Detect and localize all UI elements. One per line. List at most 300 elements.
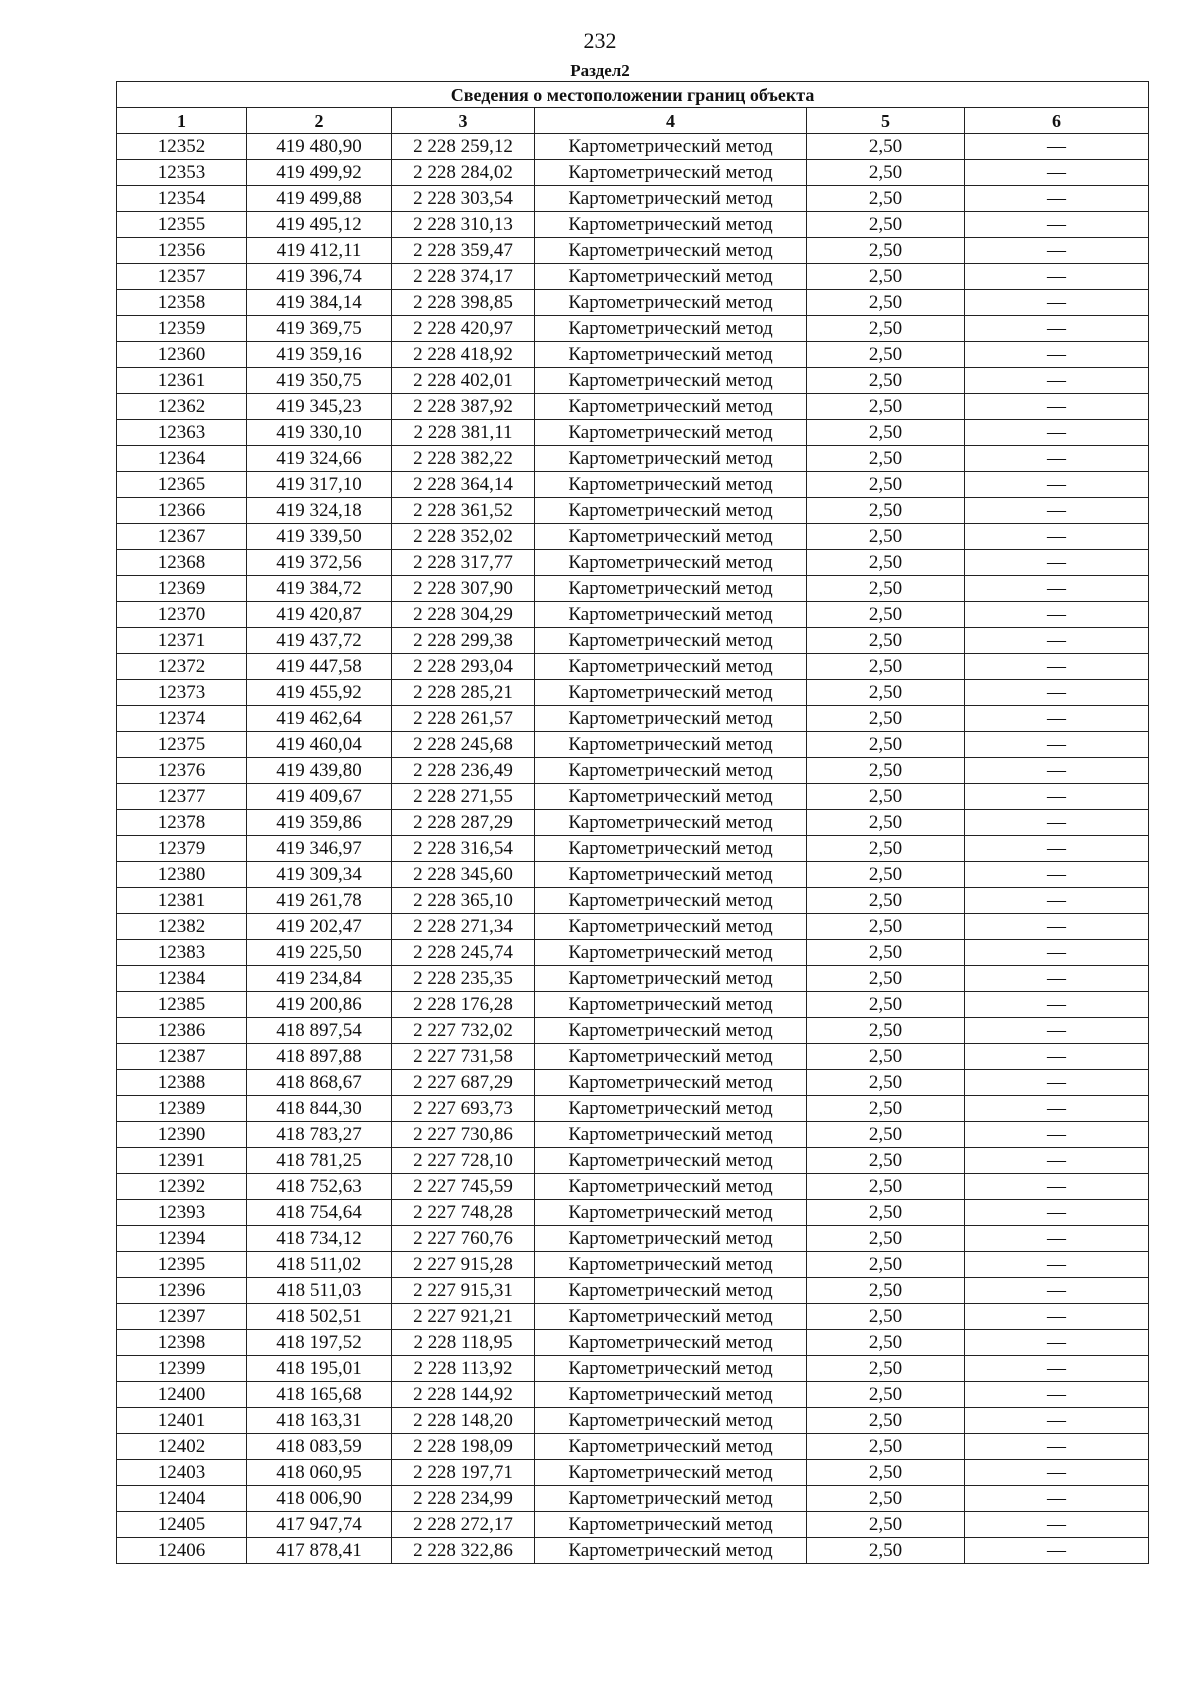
- point-number-cell: 12376: [117, 758, 247, 784]
- point-number-cell: 12387: [117, 1044, 247, 1070]
- point-number-cell: 12364: [117, 446, 247, 472]
- x-coordinate-cell: 418 165,68: [247, 1382, 392, 1408]
- x-coordinate-cell: 419 460,04: [247, 732, 392, 758]
- y-coordinate-cell: 2 228 271,55: [392, 784, 535, 810]
- y-coordinate-cell: 2 228 144,92: [392, 1382, 535, 1408]
- x-coordinate-cell: 419 324,66: [247, 446, 392, 472]
- table-row: [117, 186, 1149, 212]
- description-cell: —: [965, 706, 1149, 732]
- y-coordinate-cell: 2 228 361,52: [392, 498, 535, 524]
- description-cell: —: [965, 1044, 1149, 1070]
- accuracy-cell: 2,50: [807, 1408, 965, 1434]
- x-coordinate-cell: 419 317,10: [247, 472, 392, 498]
- point-number-cell: 12406: [117, 1538, 247, 1564]
- accuracy-cell: 2,50: [807, 160, 965, 186]
- x-coordinate-cell: 418 844,30: [247, 1096, 392, 1122]
- method-cell: Картометрический метод: [535, 290, 807, 316]
- table-row: [117, 914, 1149, 940]
- point-number-cell: 12372: [117, 654, 247, 680]
- x-coordinate-cell: 419 384,14: [247, 290, 392, 316]
- description-cell: —: [965, 1330, 1149, 1356]
- table-row: [117, 1512, 1149, 1538]
- method-cell: Картометрический метод: [535, 1148, 807, 1174]
- y-coordinate-cell: 2 228 197,71: [392, 1460, 535, 1486]
- y-coordinate-cell: 2 227 915,28: [392, 1252, 535, 1278]
- x-coordinate-cell: 419 455,92: [247, 680, 392, 706]
- table-row: [117, 212, 1149, 238]
- y-coordinate-cell: 2 227 915,31: [392, 1278, 535, 1304]
- table-row: [117, 732, 1149, 758]
- point-number-cell: 12403: [117, 1460, 247, 1486]
- y-coordinate-cell: 2 228 261,57: [392, 706, 535, 732]
- y-coordinate-cell: 2 228 113,92: [392, 1356, 535, 1382]
- description-cell: —: [965, 576, 1149, 602]
- method-cell: Картометрический метод: [535, 472, 807, 498]
- description-cell: —: [965, 264, 1149, 290]
- method-cell: Картометрический метод: [535, 1278, 807, 1304]
- x-coordinate-cell: 419 412,11: [247, 238, 392, 264]
- method-cell: Картометрический метод: [535, 1382, 807, 1408]
- method-cell: Картометрический метод: [535, 1330, 807, 1356]
- point-number-cell: 12393: [117, 1200, 247, 1226]
- point-number-cell: 12368: [117, 550, 247, 576]
- point-number-cell: 12380: [117, 862, 247, 888]
- accuracy-cell: 2,50: [807, 446, 965, 472]
- accuracy-cell: 2,50: [807, 628, 965, 654]
- x-coordinate-cell: 419 330,10: [247, 420, 392, 446]
- accuracy-cell: 2,50: [807, 1070, 965, 1096]
- y-coordinate-cell: 2 227 730,86: [392, 1122, 535, 1148]
- table-row: [117, 654, 1149, 680]
- method-cell: Картометрический метод: [535, 602, 807, 628]
- method-cell: Картометрический метод: [535, 836, 807, 862]
- accuracy-cell: 2,50: [807, 576, 965, 602]
- accuracy-cell: 2,50: [807, 420, 965, 446]
- accuracy-cell: 2,50: [807, 966, 965, 992]
- accuracy-cell: 2,50: [807, 134, 965, 160]
- table-row: [117, 576, 1149, 602]
- table-row: [117, 550, 1149, 576]
- y-coordinate-cell: 2 227 728,10: [392, 1148, 535, 1174]
- table-row: [117, 1226, 1149, 1252]
- accuracy-cell: 2,50: [807, 1356, 965, 1382]
- method-cell: Картометрический метод: [535, 342, 807, 368]
- table-row: [117, 628, 1149, 654]
- description-cell: —: [965, 680, 1149, 706]
- accuracy-cell: 2,50: [807, 680, 965, 706]
- description-cell: —: [965, 550, 1149, 576]
- point-number-cell: 12404: [117, 1486, 247, 1512]
- y-coordinate-cell: 2 227 731,58: [392, 1044, 535, 1070]
- point-number-cell: 12395: [117, 1252, 247, 1278]
- table-row: [117, 1382, 1149, 1408]
- description-cell: —: [965, 290, 1149, 316]
- table-row: [117, 1070, 1149, 1096]
- point-number-cell: 12394: [117, 1226, 247, 1252]
- y-coordinate-cell: 2 228 118,95: [392, 1330, 535, 1356]
- y-coordinate-cell: 2 228 198,09: [392, 1434, 535, 1460]
- x-coordinate-cell: 419 324,18: [247, 498, 392, 524]
- method-cell: Картометрический метод: [535, 186, 807, 212]
- method-cell: Картометрический метод: [535, 914, 807, 940]
- method-cell: Картометрический метод: [535, 1304, 807, 1330]
- accuracy-cell: 2,50: [807, 602, 965, 628]
- accuracy-cell: 2,50: [807, 810, 965, 836]
- accuracy-cell: 2,50: [807, 1122, 965, 1148]
- point-number-cell: 12390: [117, 1122, 247, 1148]
- point-number-cell: 12378: [117, 810, 247, 836]
- point-number-cell: 12362: [117, 394, 247, 420]
- description-cell: —: [965, 628, 1149, 654]
- description-cell: —: [965, 1174, 1149, 1200]
- method-cell: Картометрический метод: [535, 706, 807, 732]
- description-cell: —: [965, 758, 1149, 784]
- point-number-cell: 12371: [117, 628, 247, 654]
- table-row: [117, 836, 1149, 862]
- method-cell: Картометрический метод: [535, 888, 807, 914]
- table-row: [117, 472, 1149, 498]
- description-cell: —: [965, 1486, 1149, 1512]
- description-cell: —: [965, 342, 1149, 368]
- x-coordinate-cell: 419 439,80: [247, 758, 392, 784]
- method-cell: Картометрический метод: [535, 810, 807, 836]
- y-coordinate-cell: 2 228 381,11: [392, 420, 535, 446]
- y-coordinate-cell: 2 228 284,02: [392, 160, 535, 186]
- method-cell: Картометрический метод: [535, 1486, 807, 1512]
- column-header-1: 1: [117, 108, 247, 134]
- point-number-cell: 12386: [117, 1018, 247, 1044]
- table-row: [117, 1330, 1149, 1356]
- x-coordinate-cell: 418 060,95: [247, 1460, 392, 1486]
- y-coordinate-cell: 2 228 382,22: [392, 446, 535, 472]
- method-cell: Картометрический метод: [535, 1122, 807, 1148]
- table-row: [117, 966, 1149, 992]
- y-coordinate-cell: 2 228 418,92: [392, 342, 535, 368]
- x-coordinate-cell: 419 202,47: [247, 914, 392, 940]
- x-coordinate-cell: 418 897,54: [247, 1018, 392, 1044]
- x-coordinate-cell: 419 234,84: [247, 966, 392, 992]
- description-cell: —: [965, 654, 1149, 680]
- point-number-cell: 12397: [117, 1304, 247, 1330]
- table-row: [117, 1174, 1149, 1200]
- accuracy-cell: 2,50: [807, 1278, 965, 1304]
- point-number-cell: 12402: [117, 1434, 247, 1460]
- y-coordinate-cell: 2 227 921,21: [392, 1304, 535, 1330]
- table-row: [117, 290, 1149, 316]
- method-cell: Картометрический метод: [535, 576, 807, 602]
- point-number-cell: 12382: [117, 914, 247, 940]
- x-coordinate-cell: 418 511,03: [247, 1278, 392, 1304]
- accuracy-cell: 2,50: [807, 654, 965, 680]
- point-number-cell: 12398: [117, 1330, 247, 1356]
- accuracy-cell: 2,50: [807, 1018, 965, 1044]
- method-cell: Картометрический метод: [535, 1252, 807, 1278]
- description-cell: —: [965, 1252, 1149, 1278]
- x-coordinate-cell: 419 359,16: [247, 342, 392, 368]
- description-cell: —: [965, 1538, 1149, 1564]
- point-number-cell: 12384: [117, 966, 247, 992]
- x-coordinate-cell: 419 447,58: [247, 654, 392, 680]
- description-cell: —: [965, 966, 1149, 992]
- x-coordinate-cell: 418 197,52: [247, 1330, 392, 1356]
- table-row: [117, 1434, 1149, 1460]
- method-cell: Картометрический метод: [535, 1096, 807, 1122]
- y-coordinate-cell: 2 228 303,54: [392, 186, 535, 212]
- accuracy-cell: 2,50: [807, 732, 965, 758]
- accuracy-cell: 2,50: [807, 472, 965, 498]
- accuracy-cell: 2,50: [807, 888, 965, 914]
- page-number: 232: [583, 28, 617, 53]
- x-coordinate-cell: 419 480,90: [247, 134, 392, 160]
- point-number-cell: 12383: [117, 940, 247, 966]
- accuracy-cell: 2,50: [807, 290, 965, 316]
- method-cell: Картометрический метод: [535, 732, 807, 758]
- x-coordinate-cell: 419 225,50: [247, 940, 392, 966]
- description-cell: —: [965, 1070, 1149, 1096]
- x-coordinate-cell: 419 499,92: [247, 160, 392, 186]
- method-cell: Картометрический метод: [535, 1408, 807, 1434]
- point-number-cell: 12401: [117, 1408, 247, 1434]
- accuracy-cell: 2,50: [807, 1226, 965, 1252]
- x-coordinate-cell: 419 339,50: [247, 524, 392, 550]
- table-row: [117, 1460, 1149, 1486]
- x-coordinate-cell: 418 868,67: [247, 1070, 392, 1096]
- x-coordinate-cell: 418 006,90: [247, 1486, 392, 1512]
- y-coordinate-cell: 2 228 245,68: [392, 732, 535, 758]
- accuracy-cell: 2,50: [807, 1044, 965, 1070]
- x-coordinate-cell: 419 200,86: [247, 992, 392, 1018]
- column-header-2: 2: [247, 108, 392, 134]
- x-coordinate-cell: 419 346,97: [247, 836, 392, 862]
- y-coordinate-cell: 2 228 322,86: [392, 1538, 535, 1564]
- point-number-cell: 12392: [117, 1174, 247, 1200]
- x-coordinate-cell: 418 754,64: [247, 1200, 392, 1226]
- y-coordinate-cell: 2 227 748,28: [392, 1200, 535, 1226]
- x-coordinate-cell: 419 261,78: [247, 888, 392, 914]
- x-coordinate-cell: 418 752,63: [247, 1174, 392, 1200]
- method-cell: Картометрический метод: [535, 212, 807, 238]
- y-coordinate-cell: 2 228 285,21: [392, 680, 535, 706]
- point-number-cell: 12358: [117, 290, 247, 316]
- table-row: [117, 1200, 1149, 1226]
- y-coordinate-cell: 2 227 687,29: [392, 1070, 535, 1096]
- accuracy-cell: 2,50: [807, 1538, 965, 1564]
- x-coordinate-cell: 418 781,25: [247, 1148, 392, 1174]
- method-cell: Картометрический метод: [535, 368, 807, 394]
- x-coordinate-cell: 418 195,01: [247, 1356, 392, 1382]
- accuracy-cell: 2,50: [807, 836, 965, 862]
- description-cell: —: [965, 784, 1149, 810]
- y-coordinate-cell: 2 228 402,01: [392, 368, 535, 394]
- method-cell: Картометрический метод: [535, 1044, 807, 1070]
- point-number-cell: 12356: [117, 238, 247, 264]
- description-cell: —: [965, 862, 1149, 888]
- x-coordinate-cell: 419 495,12: [247, 212, 392, 238]
- table-row: [117, 784, 1149, 810]
- table-row: [117, 368, 1149, 394]
- method-cell: Картометрический метод: [535, 992, 807, 1018]
- accuracy-cell: 2,50: [807, 1512, 965, 1538]
- method-cell: Картометрический метод: [535, 394, 807, 420]
- table-row: [117, 888, 1149, 914]
- table-row: [117, 446, 1149, 472]
- table-row: [117, 992, 1149, 1018]
- table-row: [117, 524, 1149, 550]
- accuracy-cell: 2,50: [807, 992, 965, 1018]
- method-cell: Картометрический метод: [535, 1226, 807, 1252]
- table-row: [117, 264, 1149, 290]
- table-row: [117, 1122, 1149, 1148]
- table-row: [117, 394, 1149, 420]
- x-coordinate-cell: 419 420,87: [247, 602, 392, 628]
- point-number-cell: 12391: [117, 1148, 247, 1174]
- x-coordinate-cell: 418 502,51: [247, 1304, 392, 1330]
- accuracy-cell: 2,50: [807, 784, 965, 810]
- method-cell: Картометрический метод: [535, 680, 807, 706]
- description-cell: —: [965, 446, 1149, 472]
- accuracy-cell: 2,50: [807, 914, 965, 940]
- point-number-cell: 12405: [117, 1512, 247, 1538]
- method-cell: Картометрический метод: [535, 1512, 807, 1538]
- point-number-cell: 12379: [117, 836, 247, 862]
- table-row: [117, 1018, 1149, 1044]
- y-coordinate-cell: 2 228 272,17: [392, 1512, 535, 1538]
- accuracy-cell: 2,50: [807, 862, 965, 888]
- method-cell: Картометрический метод: [535, 498, 807, 524]
- y-coordinate-cell: 2 228 304,29: [392, 602, 535, 628]
- description-cell: —: [965, 1278, 1149, 1304]
- table-row: [117, 810, 1149, 836]
- table-row: [117, 1096, 1149, 1122]
- point-number-cell: 12354: [117, 186, 247, 212]
- description-cell: —: [965, 1356, 1149, 1382]
- y-coordinate-cell: 2 227 732,02: [392, 1018, 535, 1044]
- method-cell: Картометрический метод: [535, 550, 807, 576]
- accuracy-cell: 2,50: [807, 1330, 965, 1356]
- x-coordinate-cell: 418 897,88: [247, 1044, 392, 1070]
- method-cell: Картометрический метод: [535, 1070, 807, 1096]
- accuracy-cell: 2,50: [807, 550, 965, 576]
- x-coordinate-cell: 418 083,59: [247, 1434, 392, 1460]
- method-cell: Картометрический метод: [535, 134, 807, 160]
- x-coordinate-cell: 417 947,74: [247, 1512, 392, 1538]
- y-coordinate-cell: 2 227 745,59: [392, 1174, 535, 1200]
- description-cell: —: [965, 186, 1149, 212]
- x-coordinate-cell: 419 499,88: [247, 186, 392, 212]
- accuracy-cell: 2,50: [807, 1304, 965, 1330]
- point-number-cell: 12359: [117, 316, 247, 342]
- y-coordinate-cell: 2 228 259,12: [392, 134, 535, 160]
- method-cell: Картометрический метод: [535, 316, 807, 342]
- y-coordinate-cell: 2 228 234,99: [392, 1486, 535, 1512]
- table-row: [117, 420, 1149, 446]
- accuracy-cell: 2,50: [807, 498, 965, 524]
- table-row: [117, 706, 1149, 732]
- description-cell: —: [965, 1200, 1149, 1226]
- point-number-cell: 12377: [117, 784, 247, 810]
- y-coordinate-cell: 2 228 299,38: [392, 628, 535, 654]
- table-row: [117, 862, 1149, 888]
- method-cell: Картометрический метод: [535, 1460, 807, 1486]
- method-cell: Картометрический метод: [535, 1356, 807, 1382]
- accuracy-cell: 2,50: [807, 758, 965, 784]
- accuracy-cell: 2,50: [807, 524, 965, 550]
- y-coordinate-cell: 2 228 235,35: [392, 966, 535, 992]
- description-cell: —: [965, 160, 1149, 186]
- description-cell: —: [965, 992, 1149, 1018]
- method-cell: Картометрический метод: [535, 940, 807, 966]
- table-row: [117, 1304, 1149, 1330]
- accuracy-cell: 2,50: [807, 264, 965, 290]
- description-cell: —: [965, 238, 1149, 264]
- point-number-cell: 12389: [117, 1096, 247, 1122]
- section-title: Раздел2: [570, 61, 630, 80]
- y-coordinate-cell: 2 228 316,54: [392, 836, 535, 862]
- accuracy-cell: 2,50: [807, 212, 965, 238]
- x-coordinate-cell: 417 878,41: [247, 1538, 392, 1564]
- accuracy-cell: 2,50: [807, 316, 965, 342]
- description-cell: —: [965, 394, 1149, 420]
- x-coordinate-cell: 419 345,23: [247, 394, 392, 420]
- column-header-3: 3: [392, 108, 535, 134]
- y-coordinate-cell: 2 228 374,17: [392, 264, 535, 290]
- y-coordinate-cell: 2 228 271,34: [392, 914, 535, 940]
- y-coordinate-cell: 2 228 398,85: [392, 290, 535, 316]
- y-coordinate-cell: 2 228 387,92: [392, 394, 535, 420]
- point-number-cell: 12360: [117, 342, 247, 368]
- point-number-cell: 12361: [117, 368, 247, 394]
- point-number-cell: 12385: [117, 992, 247, 1018]
- accuracy-cell: 2,50: [807, 238, 965, 264]
- table-row: [117, 498, 1149, 524]
- description-cell: —: [965, 1460, 1149, 1486]
- x-coordinate-cell: 418 734,12: [247, 1226, 392, 1252]
- y-coordinate-cell: 2 227 760,76: [392, 1226, 535, 1252]
- accuracy-cell: 2,50: [807, 1460, 965, 1486]
- description-cell: —: [965, 1148, 1149, 1174]
- x-coordinate-cell: 419 372,56: [247, 550, 392, 576]
- point-number-cell: 12375: [117, 732, 247, 758]
- x-coordinate-cell: 418 783,27: [247, 1122, 392, 1148]
- description-cell: —: [965, 888, 1149, 914]
- x-coordinate-cell: 418 511,02: [247, 1252, 392, 1278]
- method-cell: Картометрический метод: [535, 654, 807, 680]
- table-row: [117, 1252, 1149, 1278]
- description-cell: —: [965, 1434, 1149, 1460]
- x-coordinate-cell: 419 409,67: [247, 784, 392, 810]
- description-cell: —: [965, 1226, 1149, 1252]
- boundary-coordinates-table: [116, 81, 1149, 1564]
- method-cell: Картометрический метод: [535, 628, 807, 654]
- table-row: [117, 1538, 1149, 1564]
- y-coordinate-cell: 2 228 420,97: [392, 316, 535, 342]
- x-coordinate-cell: 419 309,34: [247, 862, 392, 888]
- method-cell: Картометрический метод: [535, 420, 807, 446]
- description-cell: —: [965, 940, 1149, 966]
- point-number-cell: 12367: [117, 524, 247, 550]
- table-row: [117, 160, 1149, 186]
- point-number-cell: 12366: [117, 498, 247, 524]
- x-coordinate-cell: 419 384,72: [247, 576, 392, 602]
- y-coordinate-cell: 2 228 307,90: [392, 576, 535, 602]
- y-coordinate-cell: 2 228 345,60: [392, 862, 535, 888]
- y-coordinate-cell: 2 228 287,29: [392, 810, 535, 836]
- x-coordinate-cell: 419 396,74: [247, 264, 392, 290]
- y-coordinate-cell: 2 228 148,20: [392, 1408, 535, 1434]
- description-cell: —: [965, 1512, 1149, 1538]
- accuracy-cell: 2,50: [807, 1174, 965, 1200]
- point-number-cell: 12365: [117, 472, 247, 498]
